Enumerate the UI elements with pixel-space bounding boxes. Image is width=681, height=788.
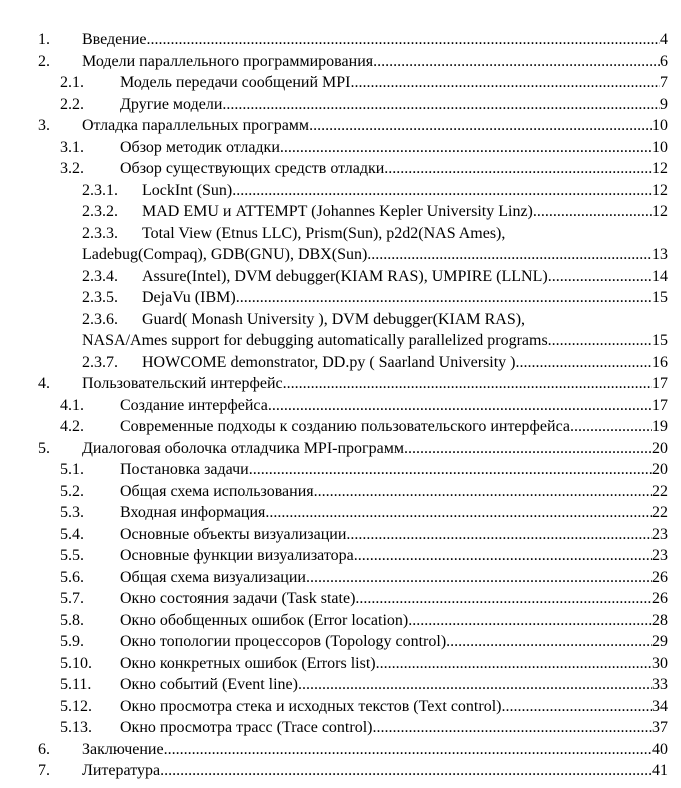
- toc-entry-title: Диалоговая оболочка отладчика MPI-программ.: [82, 439, 408, 457]
- toc-entry-number: 2.3.1.: [82, 181, 118, 199]
- toc-entry[interactable]: [0, 588, 681, 610]
- toc-entry-title: DejaVu (IBM): [142, 289, 236, 306]
- toc-entry[interactable]: [0, 717, 681, 739]
- toc-entry-page: 10: [652, 138, 668, 156]
- dot-leader: [265, 502, 652, 524]
- toc-entry-title: Общая схема использования: [120, 482, 314, 500]
- toc-entry-page: 20: [652, 461, 668, 478]
- toc-entry-number: 5.9.: [60, 633, 84, 650]
- toc-entry-number: 7.: [38, 762, 50, 779]
- toc-entry-title: HOWCOME demonstrator, DD.py ( Saarland University ): [142, 353, 516, 371]
- toc-entry[interactable]: [0, 631, 681, 653]
- toc-entry-page: 9: [660, 95, 668, 113]
- toc-entry-number: 5.4.: [60, 525, 84, 543]
- toc-entry-number: 3.1.: [60, 138, 84, 156]
- toc-entry-title: Окно конкретных ошибок (Errors list): [120, 654, 376, 672]
- toc-entry-line: [120, 610, 668, 632]
- toc-entry-line: [120, 588, 668, 610]
- toc-entry-title: Окно обобщенных ошибок (Error location): [120, 611, 409, 629]
- toc-entry[interactable]: [0, 502, 681, 524]
- toc-entry-page: 41: [652, 762, 668, 779]
- dot-leader: [501, 696, 652, 718]
- toc-entry[interactable]: [0, 94, 681, 116]
- toc-entry-page: 30: [652, 654, 668, 672]
- dot-leader: [280, 137, 652, 159]
- toc-entry-line: [120, 502, 668, 524]
- toc-entry-number: 2.3.7.: [82, 353, 118, 371]
- toc-entry-title: Обзор существующих средств отладки: [120, 160, 385, 177]
- toc-entry-number: 2.3.4.: [82, 267, 118, 285]
- toc-entry[interactable]: [0, 29, 681, 51]
- toc-entry-page: 17: [652, 396, 668, 414]
- toc-entry-title: Основные функции визуализатора: [120, 547, 354, 564]
- dot-leader: [373, 51, 660, 73]
- toc-entry-page: 26: [652, 590, 668, 607]
- toc-entry-line: [120, 395, 668, 417]
- dot-leader: [236, 287, 652, 309]
- dot-leader: [446, 631, 652, 653]
- toc-entry-number: 1.: [38, 31, 50, 48]
- toc-entry-title: Модели параллельного программирования: [82, 52, 374, 70]
- toc-entry-page: 40: [652, 740, 668, 758]
- toc-entry-title: Отладка параллельных программ: [82, 117, 310, 134]
- toc-entry-number: 2.1.: [60, 74, 84, 91]
- toc-entry-page: 37: [652, 719, 668, 736]
- toc-entry-number: 2.: [38, 52, 50, 70]
- dot-leader: [408, 438, 652, 460]
- toc-entry-title: Assure(Intel), DVM debugger(KIAM RAS), UMPIRE (LLNL): [142, 267, 548, 285]
- toc-entry-title: Основные объекты визуализации: [120, 525, 347, 543]
- toc-entry-title: Окно событий (Event line): [120, 676, 298, 693]
- toc-entry-page: 23: [652, 547, 668, 564]
- toc-entry-page: 15: [652, 289, 668, 306]
- toc-entry-number: 5.6.: [60, 568, 84, 586]
- toc-entry[interactable]: [0, 373, 681, 395]
- toc-entry-number: 5.3.: [60, 504, 84, 521]
- toc-entry-number: 3.2.: [60, 160, 84, 177]
- toc-entry[interactable]: [0, 416, 681, 438]
- toc-entry-number: 2.3.2.: [82, 203, 118, 220]
- toc-entry-line: [82, 244, 668, 266]
- toc-entry-page: 12: [652, 181, 668, 199]
- toc-entry-line: [120, 459, 668, 481]
- toc-entry[interactable]: [0, 180, 681, 202]
- toc-entry-line: [120, 72, 668, 94]
- toc-entry-line: [120, 653, 668, 675]
- dot-leader: [268, 395, 652, 417]
- toc-entry-title: Guard( Monash University ), DVM debugger(KIAM RAS),: [142, 310, 526, 328]
- toc-entry-title-continued: Ladebug(Compaq), GDB(GNU), DBX(Sun): [82, 246, 368, 263]
- toc-entry-page: 29: [652, 633, 668, 650]
- toc-entry-page: 20: [652, 439, 668, 457]
- toc-entry-number: 4.2.: [60, 418, 84, 435]
- dot-leader: [354, 545, 652, 567]
- toc-entry-line: [142, 352, 668, 374]
- toc-entry-title-continued: NASA/Ames support for debugging automatically parallelized programs: [82, 332, 548, 349]
- toc-entry-line: [82, 373, 668, 395]
- toc-entry-page: 13: [652, 246, 668, 263]
- toc-entry-line: [142, 266, 668, 288]
- toc-entry-number: 2.3.5.: [82, 289, 118, 306]
- dot-leader: [346, 524, 652, 546]
- toc-entry-number: 5.7.: [60, 590, 84, 607]
- dot-leader: [355, 588, 652, 610]
- toc-entry-title: Total View (Etnus LLC), Prism(Sun), p2d2(NAS Ames),: [142, 224, 506, 242]
- toc-entry-page: 28: [652, 611, 668, 629]
- toc-entry-line: [142, 180, 668, 202]
- toc-entry-line: [82, 330, 668, 352]
- toc-entry-page: 34: [652, 697, 668, 715]
- toc-entry-title: Заключение: [82, 740, 164, 758]
- toc-entry-title: Окно просмотра трасс (Trace control): [120, 719, 373, 736]
- toc-entry[interactable]: [0, 266, 681, 288]
- toc-entry[interactable]: [0, 653, 681, 675]
- dot-leader: [226, 94, 660, 116]
- toc-entry-number: 2.3.6.: [82, 310, 118, 328]
- toc-entry-title: Современные подходы к созданию пользовательского интерфейса: [120, 418, 570, 435]
- toc-entry-line: [142, 201, 668, 223]
- toc-entry-page: 6: [660, 52, 668, 70]
- toc-entry-line: [120, 674, 668, 696]
- toc-entry-page: 22: [652, 504, 668, 521]
- toc-entry[interactable]: [0, 352, 681, 374]
- toc-entry-number: 5.11.: [60, 676, 92, 693]
- toc-entry-title: Окно состояния задачи (Task state): [120, 590, 356, 607]
- toc-entry[interactable]: [0, 201, 681, 223]
- toc-entry-title: Литература: [82, 762, 161, 779]
- toc-entry[interactable]: [0, 696, 681, 718]
- toc-entry-page: 19: [652, 418, 668, 435]
- toc-entry[interactable]: [0, 545, 681, 567]
- toc-entry-page: 26: [652, 568, 668, 586]
- toc-entry-title: Постановка задачи: [120, 461, 249, 478]
- toc-entry-number: 5.5.: [60, 547, 84, 564]
- dot-leader: [160, 760, 652, 782]
- toc-entry-page: 23: [652, 525, 668, 543]
- toc-entry[interactable]: [0, 567, 681, 589]
- toc-entry-continuation[interactable]: [0, 330, 681, 352]
- toc-entry-number: 4.: [38, 375, 50, 392]
- toc-entry[interactable]: [0, 395, 681, 417]
- toc-entry-number: 2.2.: [60, 95, 84, 113]
- toc-entry-page: 16: [652, 353, 668, 371]
- toc-entry-line: [142, 309, 668, 331]
- toc-entry-number: 5.8.: [60, 611, 84, 629]
- toc-entry-title: Создание интерфейса: [120, 396, 268, 414]
- toc-entry-line: [120, 567, 668, 589]
- toc-entry-number: 3.: [38, 117, 50, 134]
- toc-entry-line: [120, 631, 668, 653]
- toc-entry-title: Введение: [82, 31, 147, 48]
- dot-leader: [533, 201, 652, 223]
- toc-entry[interactable]: [0, 481, 681, 503]
- dot-leader: [306, 567, 652, 589]
- table-of-contents: [0, 29, 681, 782]
- toc-entry-number: 6.: [38, 740, 50, 758]
- toc-entry-page: 12: [652, 203, 668, 220]
- toc-entry[interactable]: [0, 438, 681, 460]
- toc-entry-page: 7: [660, 74, 668, 91]
- toc-entry-title: MAD EMU и ATTEMPT (Johannes Kepler University Linz): [142, 203, 533, 220]
- toc-entry[interactable]: [0, 524, 681, 546]
- toc-entry-line: [82, 438, 668, 460]
- toc-entry-line: [142, 223, 668, 245]
- toc-entry-line: [120, 416, 668, 438]
- dot-leader: [283, 373, 652, 395]
- toc-entry-line: [142, 287, 668, 309]
- toc-entry-line: [82, 115, 668, 137]
- dot-leader: [548, 330, 652, 352]
- dot-leader: [232, 180, 652, 202]
- toc-entry[interactable]: [0, 51, 681, 73]
- toc-entry-number: 5.2.: [60, 482, 84, 500]
- toc-entry-page: 4: [660, 31, 668, 48]
- toc-entry-number: 5.13.: [60, 719, 92, 736]
- toc-entry-line: [120, 94, 668, 116]
- toc-entry[interactable]: [0, 309, 681, 331]
- toc-entry-line: [82, 739, 668, 761]
- toc-entry-page: 14: [652, 267, 668, 285]
- dot-leader: [376, 653, 652, 675]
- toc-entry[interactable]: [0, 72, 681, 94]
- toc-entry[interactable]: [0, 158, 681, 180]
- toc-entry-line: [82, 760, 668, 782]
- toc-entry[interactable]: [0, 287, 681, 309]
- toc-entry-continuation[interactable]: [0, 244, 681, 266]
- toc-entry[interactable]: [0, 674, 681, 696]
- toc-entry-title: Входная информация: [120, 504, 266, 521]
- toc-entry[interactable]: [0, 459, 681, 481]
- toc-entry-line: [120, 158, 668, 180]
- toc-entry-page: 12: [652, 160, 668, 177]
- dot-leader: [548, 266, 652, 288]
- toc-entry-title: Окно просмотра стека и исходных текстов (Text control): [120, 697, 502, 715]
- toc-entry-number: 2.3.3.: [82, 224, 118, 242]
- toc-entry-title: Общая схема визуализации: [120, 568, 306, 586]
- toc-entry-title: Другие модели.: [120, 95, 227, 113]
- toc-entry-line: [82, 29, 668, 51]
- toc-entry-title: Модель передачи сообщений MPI.: [120, 74, 355, 91]
- dot-leader: [516, 352, 652, 374]
- toc-entry-number: 5.12.: [60, 697, 92, 715]
- toc-entry[interactable]: [0, 610, 681, 632]
- toc-entry-title: LockInt (Sun): [142, 181, 233, 199]
- toc-entry[interactable]: [0, 760, 681, 782]
- dot-leader: [314, 481, 652, 503]
- toc-entry-number: 5.1.: [60, 461, 84, 478]
- toc-entry-line: [82, 51, 668, 73]
- toc-entry-page: 15: [652, 332, 668, 349]
- dot-leader: [367, 244, 652, 266]
- toc-entry-line: [120, 524, 668, 546]
- dot-leader: [249, 459, 652, 481]
- toc-entry-number: 4.1.: [60, 396, 84, 414]
- toc-entry-page: 10: [652, 117, 668, 134]
- toc-entry-line: [120, 696, 668, 718]
- dot-leader: [309, 115, 652, 137]
- toc-entry[interactable]: [0, 137, 681, 159]
- toc-entry-line: [120, 717, 668, 739]
- toc-entry-page: 22: [652, 482, 668, 500]
- dot-leader: [408, 610, 652, 632]
- toc-entry-title: Пользовательский интерфейс: [82, 375, 283, 392]
- toc-entry[interactable]: [0, 739, 681, 761]
- toc-entry-number: 5.10.: [60, 654, 92, 672]
- dot-leader: [570, 416, 652, 438]
- dot-leader: [298, 674, 652, 696]
- dot-leader: [354, 72, 660, 94]
- toc-entry[interactable]: [0, 115, 681, 137]
- toc-entry[interactable]: [0, 223, 681, 245]
- toc-entry-page: 33: [652, 676, 668, 693]
- toc-entry-line: [120, 545, 668, 567]
- toc-entry-title: Обзор методик отладки: [120, 138, 280, 156]
- toc-entry-number: 5.: [38, 439, 50, 457]
- toc-entry-line: [120, 137, 668, 159]
- toc-entry-title: Окно топологии процессоров (Topology control): [120, 633, 447, 650]
- dot-leader: [147, 29, 661, 51]
- dot-leader: [372, 717, 652, 739]
- dot-leader: [164, 739, 652, 761]
- dot-leader: [384, 158, 652, 180]
- toc-entry-line: [120, 481, 668, 503]
- toc-entry-page: 17: [652, 375, 668, 392]
